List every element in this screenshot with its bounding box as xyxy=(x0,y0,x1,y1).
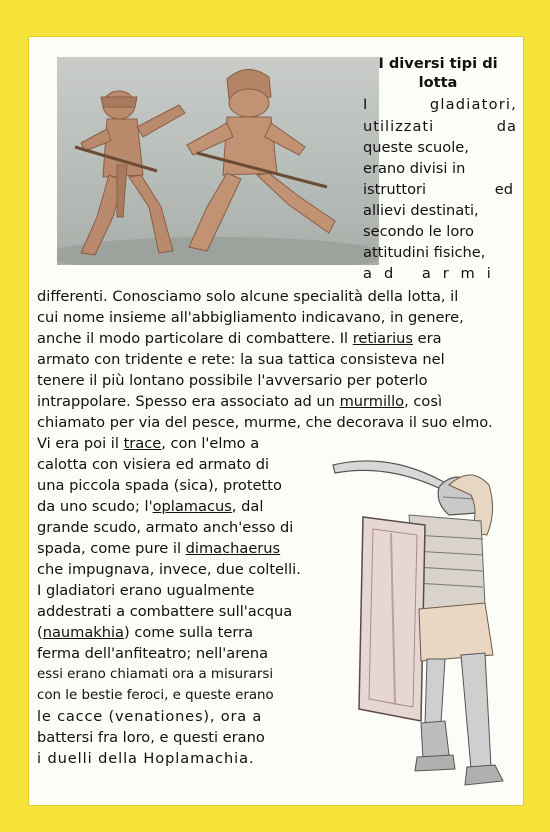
body-line: che impugnava, invece, due coltelli. xyxy=(37,561,301,578)
body-text: , così xyxy=(404,393,442,410)
section-title: I diversi tipi di lotta xyxy=(378,55,498,91)
body-line: una piccola spada (sica), protetto xyxy=(37,477,282,494)
body-text: , con l'elmo a xyxy=(161,435,260,452)
body-line: grande scudo, armato anch'esso di xyxy=(37,519,294,536)
side-line: utilizzati da xyxy=(363,118,517,135)
body-line: differenti. Conosciamo solo alcune specialità della lotta, il xyxy=(37,288,459,305)
side-line: istruttori ed xyxy=(363,181,513,198)
body-text: , dal xyxy=(231,498,264,515)
body-text: ( xyxy=(37,624,43,641)
gladiator-with-shield-illustration xyxy=(321,455,517,795)
body-line: cui nome insieme all'abbigliamento indicavano, in genere, xyxy=(37,309,464,326)
side-line: I gladiatori, xyxy=(363,96,517,113)
body-line xyxy=(37,329,442,350)
body-line: I gladiatori erano ugualmente xyxy=(37,582,255,599)
body-line: calotta con visiera ed armato di xyxy=(37,456,270,473)
side-line: erano divisi in xyxy=(363,160,466,177)
body-line: chiamato per via del pesce, murme, che decorava il suo elmo. xyxy=(37,414,493,431)
body-text: era xyxy=(417,330,442,347)
body-text: spada, come pure il xyxy=(37,540,181,557)
term-retiarius: retiarius xyxy=(352,330,414,347)
term-naumakhia: naumakhia xyxy=(42,624,125,641)
body-line: tenere il più lontano possibile l'avversario per poterlo xyxy=(37,372,428,389)
body-text: ) come sulla terra xyxy=(124,624,254,641)
body-line: con le bestie feroci, e queste erano xyxy=(37,688,274,703)
body-text: intrappolare. Spesso era associato ad un xyxy=(37,393,335,410)
body-line: i duelli della Hoplamachia. xyxy=(37,750,255,767)
body-line xyxy=(37,539,280,560)
body-line: essi erano chiamati ora a misurarsi xyxy=(37,667,274,682)
body-text: anche il modo particolare di combattere. Il xyxy=(37,330,349,347)
body-text: Vi era poi il xyxy=(37,435,119,452)
side-line: secondo le loro xyxy=(363,223,474,240)
side-line: attitudini fisiche, xyxy=(363,244,486,261)
body-line: battersi fra loro, e questi erano xyxy=(37,729,265,746)
gladiator-drawing xyxy=(321,455,517,795)
gladiator-statuettes-image xyxy=(57,57,379,265)
side-line: ad armi xyxy=(363,265,503,282)
term-dimachaerus: dimachaerus xyxy=(185,540,281,557)
body-line xyxy=(37,392,442,413)
body-line: armato con tridente e rete: la sua tattica consisteva nel xyxy=(37,351,445,368)
side-line: queste scuole, xyxy=(363,139,469,156)
text-card xyxy=(28,36,524,806)
body-line: le cacce (venationes), ora a xyxy=(37,708,263,725)
term-oplamacus: oplamacus xyxy=(152,498,232,515)
body-line xyxy=(37,434,259,455)
side-line: allievi destinati, xyxy=(363,202,479,219)
term-murmillo: murmillo xyxy=(339,393,405,410)
body-line xyxy=(37,497,263,518)
term-trace: trace xyxy=(123,435,162,452)
body-line xyxy=(37,623,253,644)
body-text: da uno scudo; l' xyxy=(37,498,153,515)
terracotta-gladiators-photo xyxy=(57,57,379,265)
body-line: ferma dell'anfiteatro; nell'arena xyxy=(37,645,269,662)
body-line: addestrati a combattere sull'acqua xyxy=(37,603,293,620)
